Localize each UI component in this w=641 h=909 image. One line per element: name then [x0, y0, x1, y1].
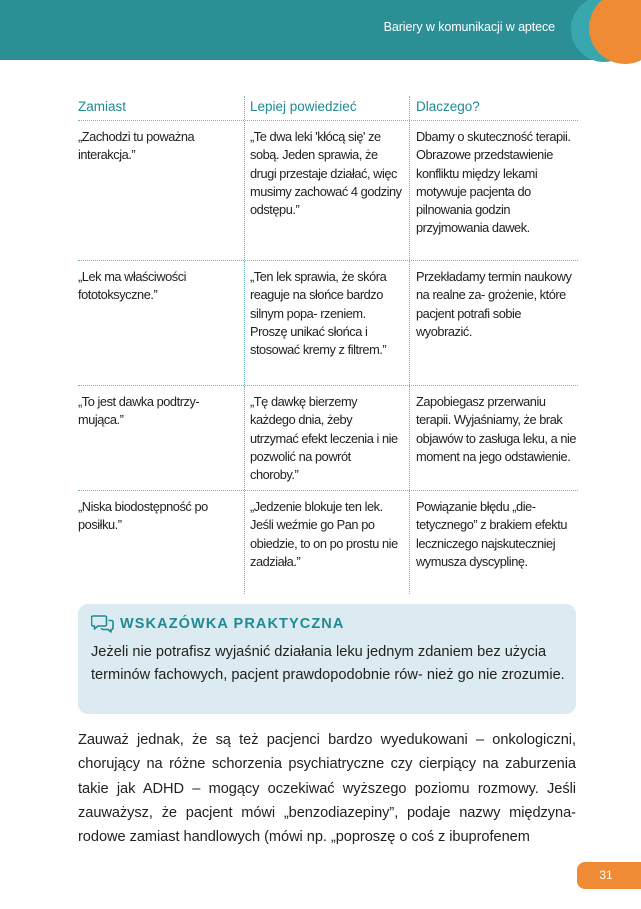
table-cell: Zapobiegasz przerwaniu terapii. Wyjaśniamy, że brak objawów to zasługa leku, a nie moment na jego odstawienie.	[416, 394, 577, 464]
page-number: 31	[577, 862, 641, 889]
column-divider	[244, 491, 245, 594]
table-header-row	[78, 96, 578, 121]
tip-text: Jeżeli nie potrafisz wyjaśnić działania leku jednym zdaniem bez użycia terminów fachowych, pacjent prawdopodobnie rów- nież go nie zrozumie.	[91, 644, 565, 683]
speech-bubbles-icon	[91, 614, 115, 639]
comparison-table	[78, 96, 578, 594]
practical-tip-box	[78, 604, 576, 714]
column-divider	[409, 491, 410, 594]
column-divider	[409, 121, 410, 260]
table-cell: Przekładamy termin naukowy na realne za- grożenie, które pacjent potrafi sobie wyobrazić.	[416, 269, 572, 339]
table-cell: „Jedzenie blokuje ten lek. Jeśli weźmie go Pan po obiedzie, to on po prostu nie zadziała.”	[250, 499, 398, 569]
table-cell: „To jest dawka podtrzy- mująca.”	[78, 394, 200, 428]
table-cell: „Ten lek sprawia, że skóra reaguje na słońce bardzo silnym popa- rzeniem. Proszę unikać słońca i stosować kremy z filtrem.”	[250, 269, 387, 358]
table-row	[78, 261, 578, 386]
column-header-instead: Zamiast	[78, 99, 127, 114]
table-row	[78, 386, 578, 491]
table-row	[78, 491, 578, 594]
column-divider	[409, 386, 410, 490]
table-cell: „Niska biodostępność po posiłku.”	[78, 499, 208, 533]
column-divider	[244, 261, 245, 385]
table-cell: „Zachodzi tu poważna interakcja.”	[78, 129, 195, 163]
column-header-why: Dlaczego?	[416, 99, 480, 114]
column-header-better-say: Lepiej powiedzieć	[250, 99, 357, 114]
column-divider	[244, 96, 245, 120]
column-divider	[244, 386, 245, 490]
column-divider	[244, 121, 245, 260]
tip-heading: WSKAZÓWKA PRAKTYCZNA	[120, 616, 345, 632]
table-cell: Dbamy o skuteczność terapii. Obrazowe przedstawienie konfliktu między lekami motywuje pacjenta do pilnowania godzin przyjmowania dawek.	[416, 129, 571, 236]
table-cell: „Lek ma właściwości fototoksyczne.”	[78, 269, 187, 303]
header-title: Bariery w komunikacji w aptece	[383, 20, 555, 34]
table-cell: „Tę dawkę bierzemy każdego dnia, żeby utrzymać efekt leczenia i nie pozwolić na powrót choroby.”	[250, 394, 398, 483]
column-divider	[409, 96, 410, 120]
table-cell: „Te dwa leki 'kłócą się' ze sobą. Jeden sprawia, że drugi przestaje działać, więc musimy zachować 4 godziny odstępu.”	[250, 129, 402, 218]
column-divider	[409, 261, 410, 385]
table-row	[78, 121, 578, 261]
page-header	[0, 0, 641, 60]
body-paragraph: Zauważ jednak, że są też pacjenci bardzo wyedukowani – onkologiczni, chorujący na różne schorzenia psychiatryczne czy cierpiący na zaburzenia takie jak ADHD – mogący oczekiwać wyższego poziomu rozmowy. Jeśli zauważysz, że pacjent mówi „benzodiazepiny”, podaje nazwy międzyna- rodowe zamiast handlowych (mówi np. „poproszę o coś z ibuprofenem	[78, 732, 576, 846]
table-cell: Powiązanie błędu „die- tetycznego” z brakiem efektu leczniczego najskuteczniej wymusza dyscyplinę.	[416, 499, 567, 569]
